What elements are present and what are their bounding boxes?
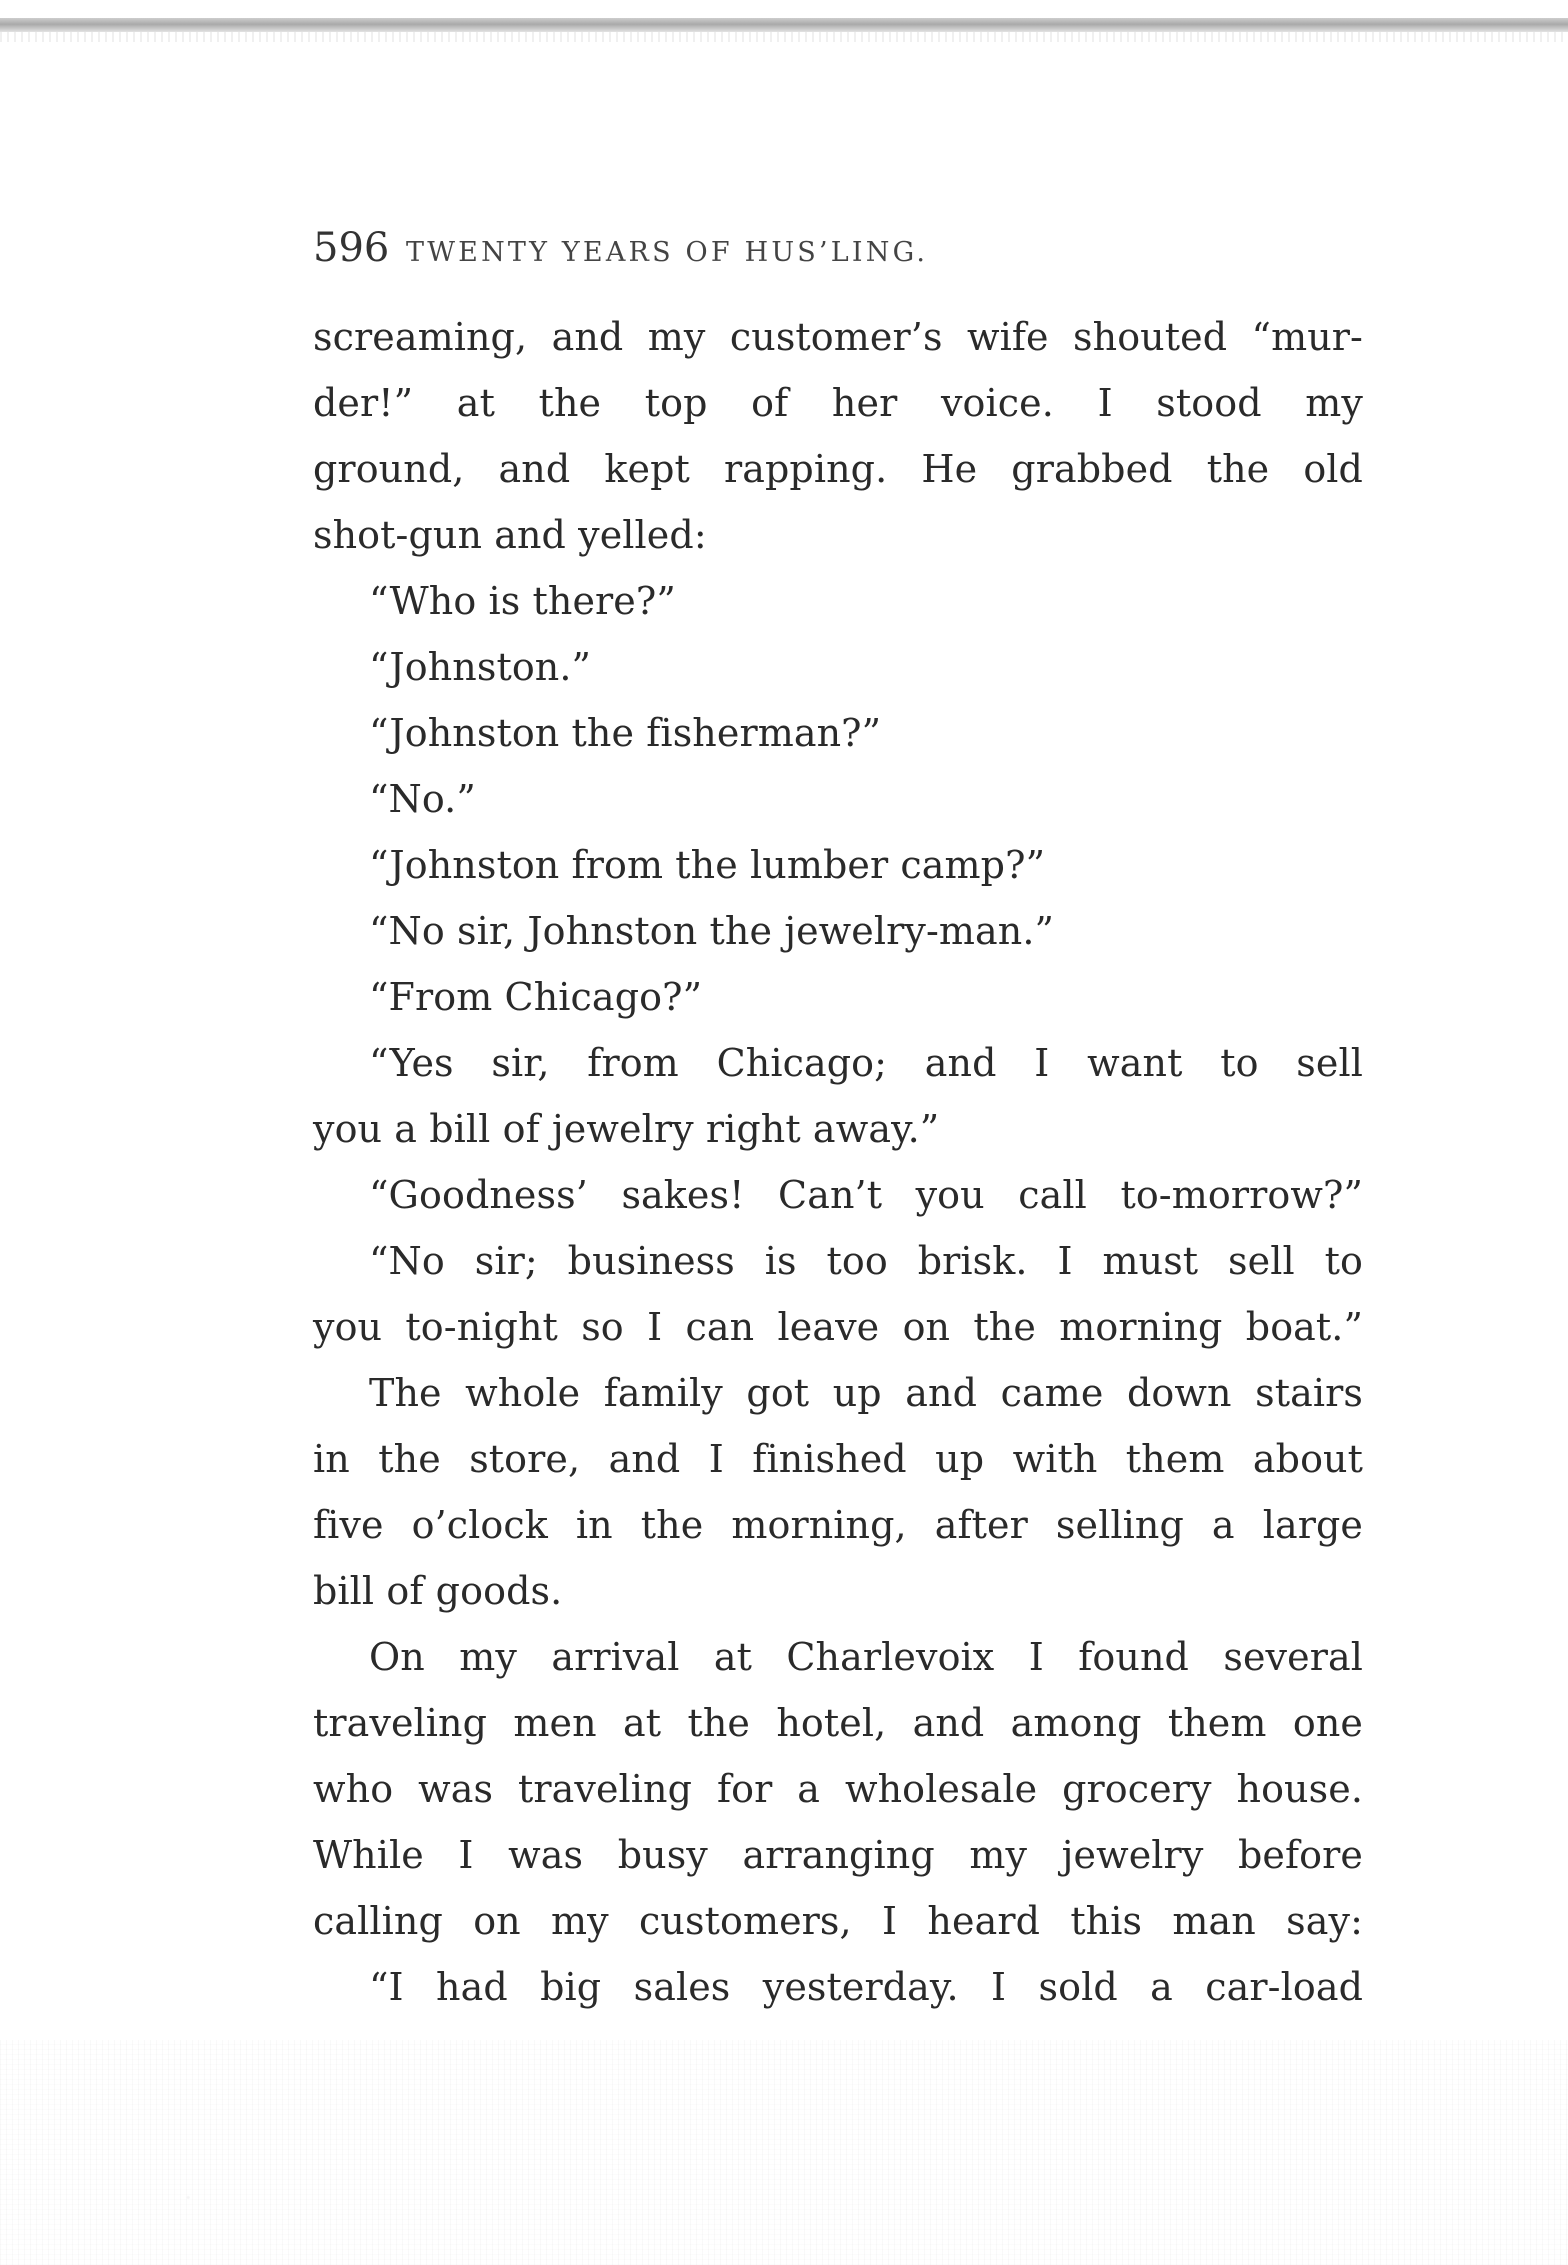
text-line: who was traveling for a wholesale grocery house.	[313, 1767, 1363, 1811]
text-line: “No sir, Johnston the jewelry-man.”	[369, 909, 1055, 953]
scan-bottom-noise	[0, 2040, 1568, 2265]
text-line: “Johnston.”	[369, 645, 592, 689]
text-line: The whole family got up and came down stairs	[369, 1371, 1363, 1415]
text-line: five o’clock in the morning, after selling a large	[313, 1503, 1363, 1547]
text-line: “No sir; business is too brisk. I must sell to	[369, 1239, 1363, 1283]
text-line: der!” at the top of her voice. I stood my	[313, 381, 1363, 425]
page-header	[313, 225, 1363, 290]
text-line: “From Chicago?”	[369, 975, 703, 1019]
text-line: you to-night so I can leave on the morning boat.”	[313, 1305, 1363, 1349]
book-page	[313, 225, 1363, 2020]
text-line: “Yes sir, from Chicago; and I want to sell	[369, 1041, 1363, 1085]
scan-top-speckle	[0, 32, 1568, 42]
text-line: traveling men at the hotel, and among them one	[313, 1701, 1363, 1745]
text-line: While I was busy arranging my jewelry before	[313, 1833, 1363, 1877]
text-line: “Johnston from the lumber camp?”	[369, 843, 1046, 887]
text-line: “I had big sales yesterday. I sold a car-load	[369, 1965, 1363, 2009]
text-line: shot-gun and yelled:	[313, 513, 707, 557]
running-title: TWENTY YEARS OF HUS’LING.	[406, 237, 929, 268]
text-line: “Goodness’ sakes! Can’t you call to-morrow?”	[369, 1173, 1363, 1217]
text-line: screaming, and my customer’s wife shouted “mur-	[313, 315, 1363, 359]
text-line: “Johnston the fisherman?”	[369, 711, 882, 755]
text-line: “Who is there?”	[369, 579, 676, 623]
text-line: in the store, and I finished up with them about	[313, 1437, 1363, 1481]
text-line: “No.”	[369, 777, 476, 821]
text-line: ground, and kept rapping. He grabbed the old	[313, 447, 1363, 491]
text-line: you a bill of jewelry right away.”	[313, 1107, 940, 1151]
text-line: On my arrival at Charlevoix I found several	[369, 1635, 1363, 1679]
page-number: 596	[313, 225, 390, 271]
scan-top-edge	[0, 18, 1568, 32]
text-line: bill of goods.	[313, 1569, 563, 1613]
text-line: calling on my customers, I heard this man say:	[313, 1899, 1363, 1943]
